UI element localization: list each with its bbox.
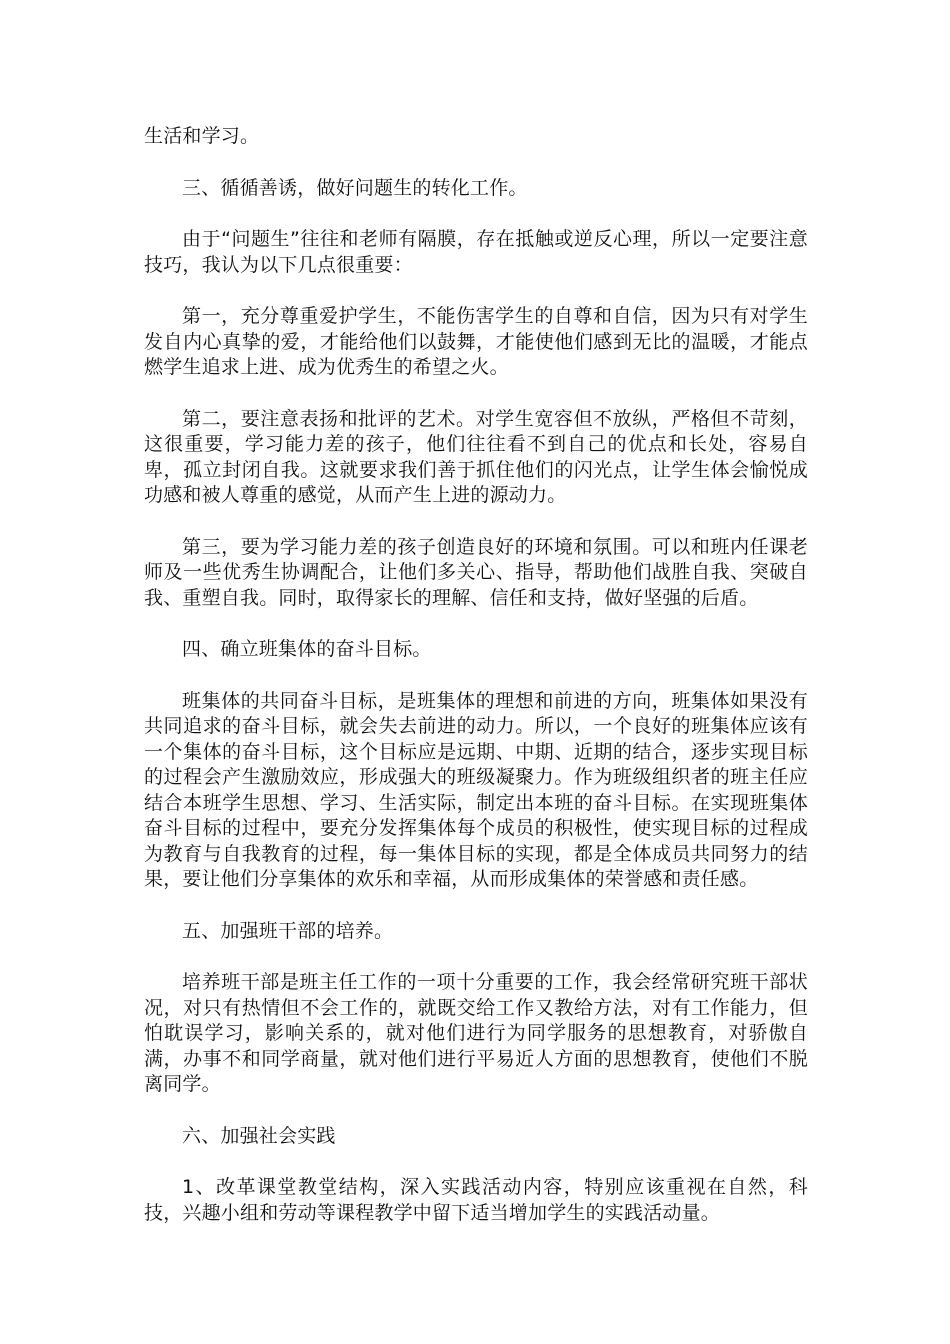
section-heading-4: 四、确立班集体的奋斗目标。 xyxy=(182,638,432,660)
paragraph: 第三，要为学习能力差的孩子创造良好的环境和氛围。可以和班内任课老师及一些优秀生协调配合，让他们多关心、指导，帮助他们战胜自我、突破自我、重塑自我。同时，取得家长的理解、信任和支持，做好坚强的后盾。 xyxy=(144,535,808,609)
paragraph: 第二，要注意表扬和批评的艺术。对学生宽容但不放纵，严格但不苛刻，这很重要，学习能力差的孩子，他们往往看不到自己的优点和长处，容易自卑，孤立封闭自我。这就要求我们善于抓住他们的闪光点，让学生体会愉悦成功感和被人尊重的感觉，从而产生上进的源动力。 xyxy=(144,407,808,506)
paragraph: 由于“问题生”往往和老师有隔膜，存在抵触或逆反心理，所以一定要注意技巧，我认为以下几点很重要： xyxy=(144,228,808,276)
section-heading-6: 六、加强社会实践 xyxy=(182,1124,336,1147)
paragraph: 培养班干部是班主任工作的一项十分重要的工作，我会经常研究班干部状况，对只有热情但不会工作的，就既交给工作又教给方法，对有工作能力，但怕耽误学习，影响关系的，就对他们进行为同学服务的思想教育，对骄傲自满，办事不和同学商量，就对他们进行平易近人方面的思想教育，使他们不脱离同学。 xyxy=(144,971,808,1095)
section-heading-5: 五、加强班干部的培养。 xyxy=(182,919,394,942)
section-heading-3: 三、循循善诱，做好问题生的转化工作。 xyxy=(182,176,528,199)
document-body xyxy=(144,124,808,1252)
paragraph: 第一，充分尊重爱护学生，不能伤害学生的自尊和自信，因为只有对学生发自内心真挚的爱，才能给他们以鼓舞，才能使他们感到无比的温暖，才能点燃学生追求上进、成为优秀生的希望之火。 xyxy=(144,305,808,378)
paragraph-continuation: 生活和学习。 xyxy=(144,125,260,147)
paragraph: 班集体的共同奋斗目标，是班集体的理想和前进的方向，班集体如果没有共同追求的奋斗目标，就会失去前进的动力。所以，一个良好的班集体应该有一个集体的奋斗目标，这个目标应是远期、中期、近期的结合，逐步实现目标的过程会产生激励效应，形成强大的班级凝聚力。作为班级组织者的班主任应结合本班学生思想、学习、生活实际，制定出本班的奋斗目标。在实现班集体奋斗目标的过程中，要充分发挥集体每个成员的积极性，使实现目标的过程成为教育与自我教育的过程，每一集体目标的实现，都是全体成员共同努力的结果，要让他们分享集体的欢乐和幸福，从而形成集体的荣誉感和责任感。 xyxy=(144,689,808,890)
paragraph: 1、改革课堂教堂结构，深入实践活动内容，特别应该重视在自然，科技，兴趣小组和劳动等课程教学中留下适当增加学生的实践活动量。 xyxy=(144,1176,808,1224)
